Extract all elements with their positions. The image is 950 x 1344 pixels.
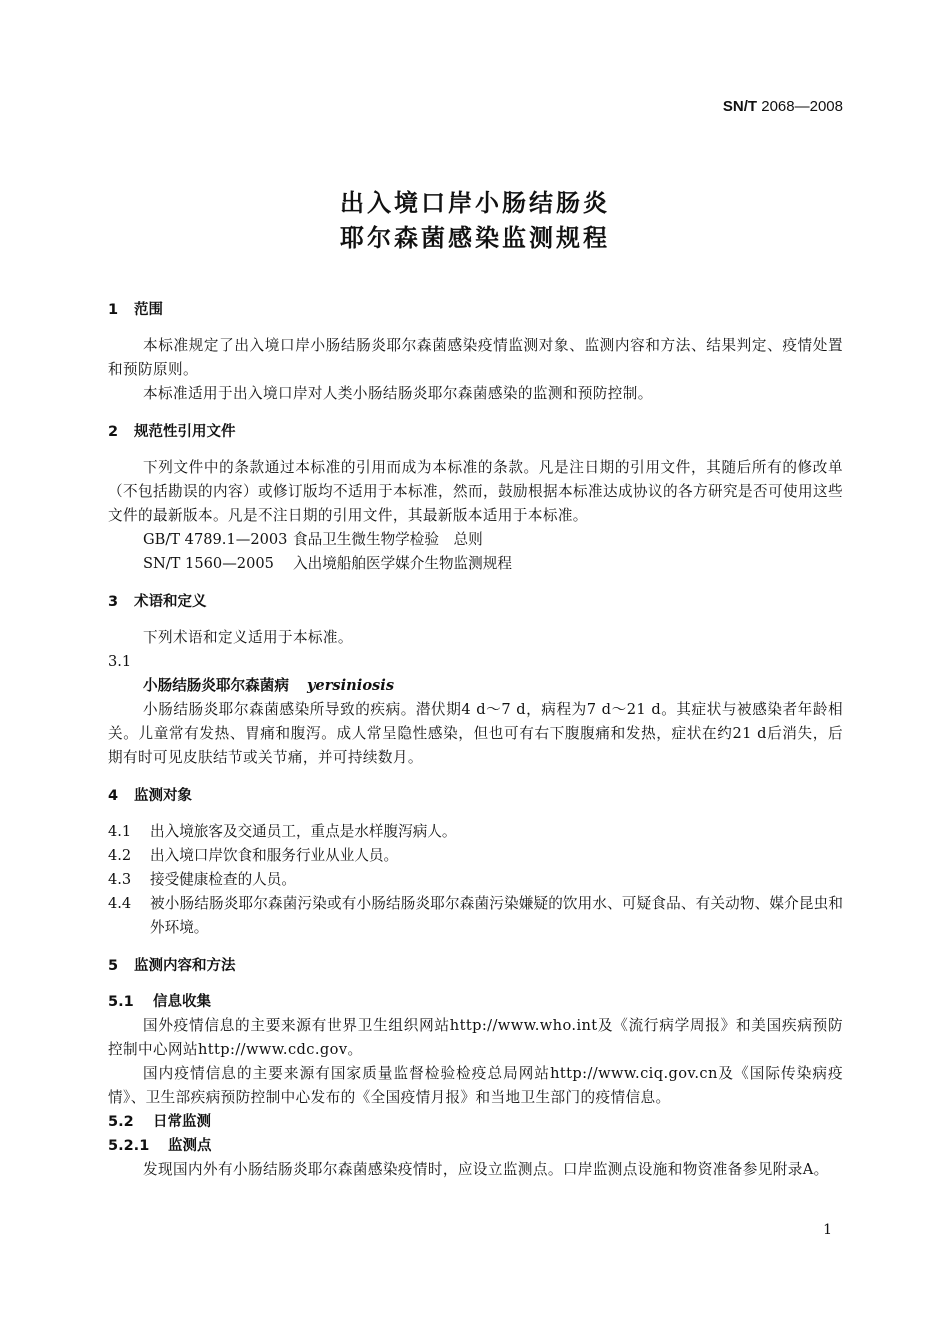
standard-code: SN/T 2068—2008 bbox=[722, 98, 843, 115]
section-5-2-heading: 5.2 日常监测 bbox=[108, 1114, 211, 1130]
normative-reference: SN/T 1560—2005 入出境船舶医学媒介生物监测规程 bbox=[143, 555, 512, 572]
document-body bbox=[108, 298, 843, 1182]
list-item: 4.1 出入境旅客及交通员工，重点是水样腹泻病人。 bbox=[108, 823, 457, 840]
section-5-heading: 5 监测内容和方法 bbox=[108, 958, 236, 974]
list-item: 4.2 出入境口岸饮食和服务行业从业人员。 bbox=[108, 847, 399, 864]
section-4-heading: 4 监测对象 bbox=[108, 788, 192, 804]
section-1-para-1: 本标准规定了出入境口岸小肠结肠炎耶尔森菌感染疫情监测对象、监测内容和方法、结果判定、疫情处置和预防原则。 bbox=[108, 337, 843, 378]
document-title-line2: 耶尔森菌感染监测规程 bbox=[340, 224, 610, 252]
section-3-heading: 3 术语和定义 bbox=[108, 594, 207, 610]
section-2-para-1: 下列文件中的条款通过本标准的引用而成为本标准的条款。凡是注日期的引用文件，其随后所有的修改单（不包括勘误的内容）或修订版均不适用于本标准，然而，鼓励根据本标准达成协议的各方研究是否可使用这些文件的最新版本。凡是不注日期的引用文件，其最新版本适用于本标准。 bbox=[108, 459, 843, 524]
section-2-heading: 2 规范性引用文件 bbox=[108, 424, 236, 440]
section-1-para-2: 本标准适用于出入境口岸对人类小肠结肠炎耶尔森菌感染的监测和预防控制。 bbox=[143, 385, 653, 402]
document-title-line1: 出入境口岸小肠结肠炎 bbox=[340, 189, 610, 217]
section-5-1-para-2: 国内疫情信息的主要来源有国家质量监督检验检疫总局网站http://www.ciq.gov.cn及《国际传染病疫情》、卫生部疾病预防控制中心发布的《全国疫情月报》和当地卫生部门的疫情信息。 bbox=[108, 1065, 843, 1106]
term-entry: 小肠结肠炎耶尔森菌病 yersiniosis bbox=[143, 677, 395, 694]
section-5-2-1-para-1: 发现国内外有小肠结肠炎耶尔森菌感染疫情时，应设立监测点。口岸监测点设施和物资准备参见附录A。 bbox=[143, 1161, 829, 1178]
section-5-1-para-1: 国外疫情信息的主要来源有世界卫生组织网站http://www.who.int及《流行病学周报》和美国疾病预防控制中心网站http://www.cdc.gov。 bbox=[108, 1017, 843, 1058]
section-3-para-1: 下列术语和定义适用于本标准。 bbox=[143, 629, 353, 646]
section-3-1-number: 3.1 bbox=[108, 653, 132, 670]
list-item: 4.4 被小肠结肠炎耶尔森菌污染或有小肠结肠炎耶尔森菌污染嫌疑的饮用水、可疑食品、有关动物、媒介昆虫和外环境。 bbox=[108, 895, 843, 936]
term-definition: 小肠结肠炎耶尔森菌感染所导致的疾病。潜伏期4 d～7 d，病程为7 d～21 d。其症状与被感染者年龄相关。儿童常有发热、胃痛和腹泻。成人常呈隐性感染，但也可有右下腹腹痛和发热，症状在约21 d后消失，后期有时可见皮肤结节或关节痛，并可持续数月。 bbox=[108, 701, 843, 766]
normative-reference: GB/T 4789.1—2003 食品卫生微生物学检验 总则 bbox=[143, 531, 483, 548]
section-5-2-1-heading: 5.2.1 监测点 bbox=[108, 1138, 212, 1154]
section-5-1-heading: 5.1 信息收集 bbox=[108, 994, 211, 1010]
section-1-heading: 1 范围 bbox=[108, 302, 163, 318]
list-item: 4.3 接受健康检查的人员。 bbox=[108, 871, 296, 888]
page-number: 1 bbox=[823, 1222, 832, 1238]
